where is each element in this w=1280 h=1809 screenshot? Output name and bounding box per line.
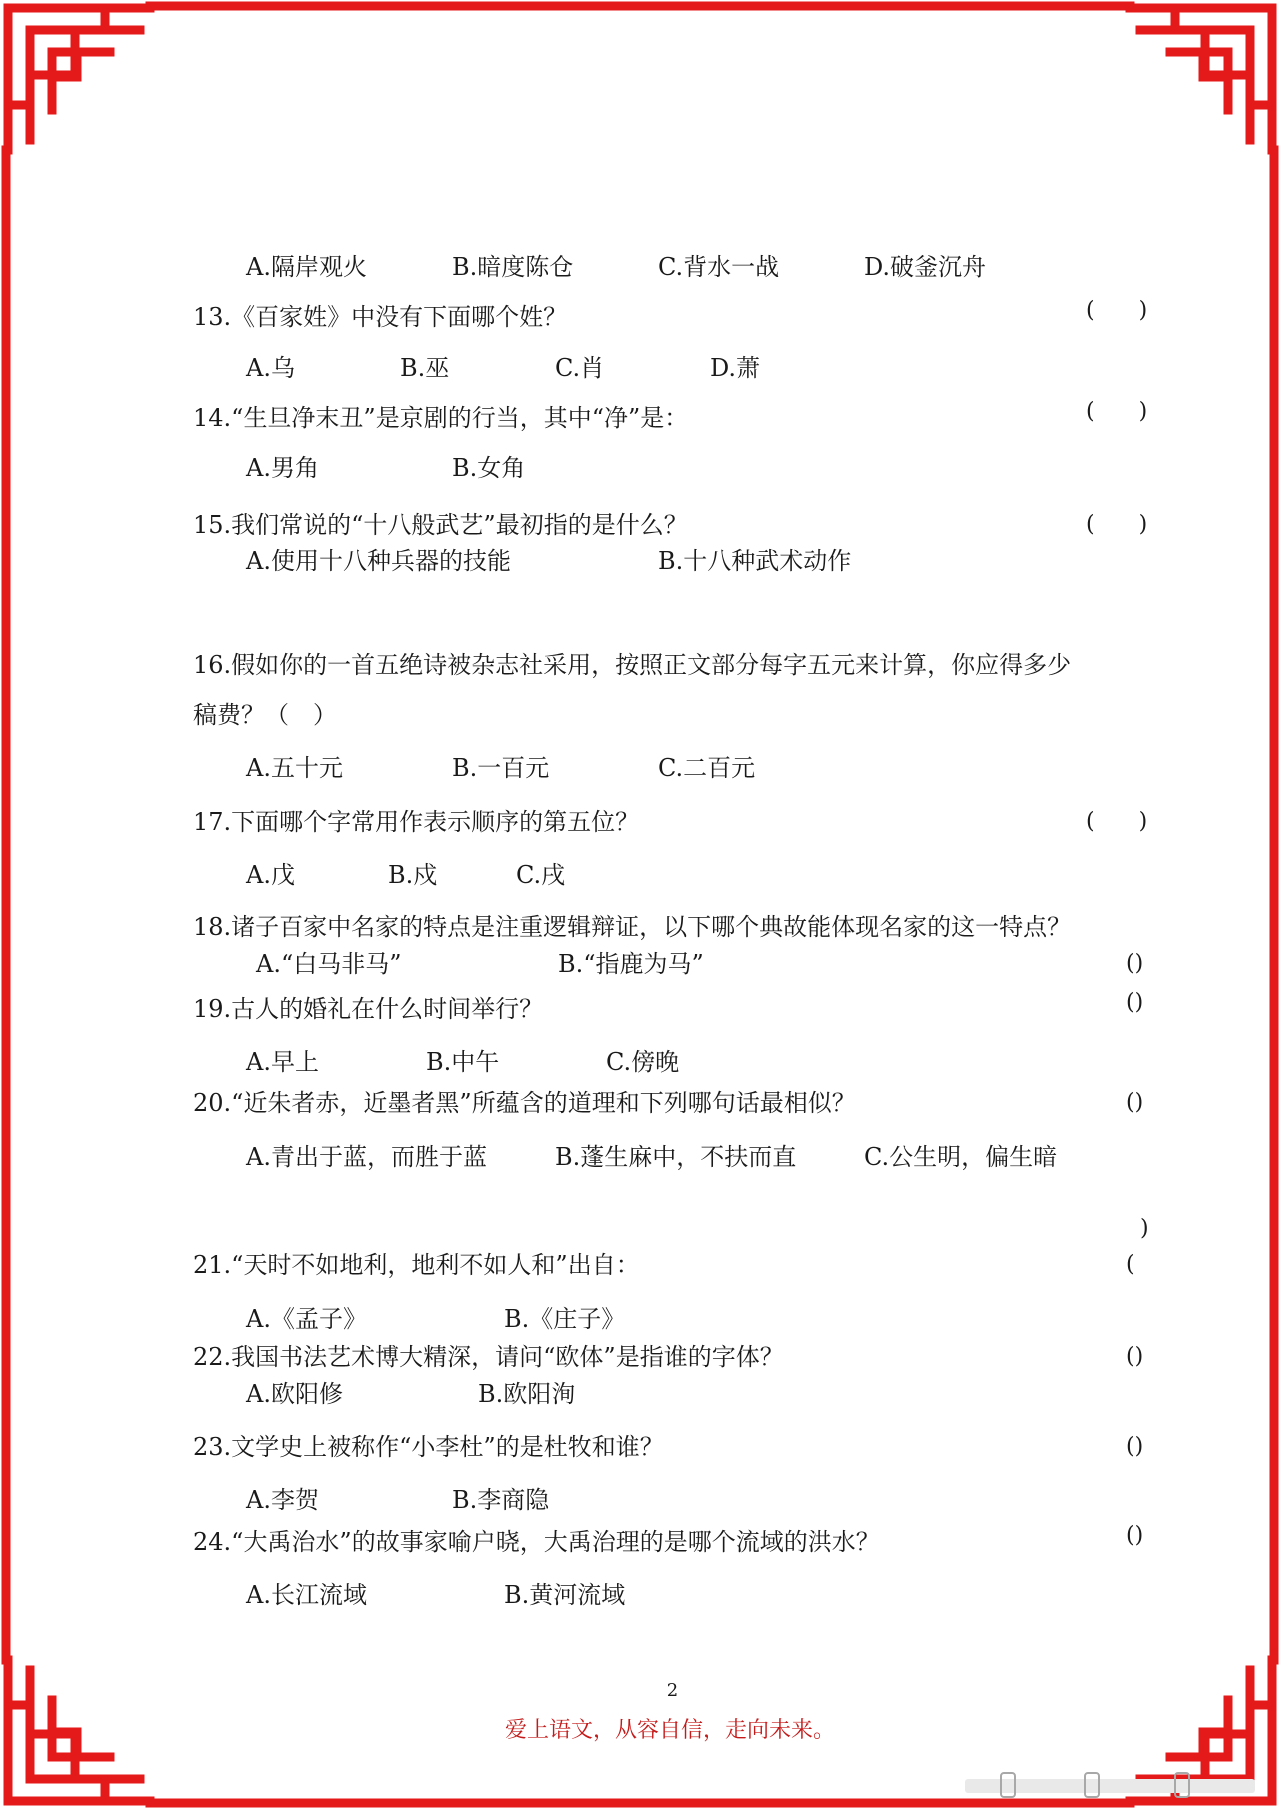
q24-option-b: B.黄河流域 — [504, 1581, 626, 1609]
q23-option-a: A.李贺 — [246, 1486, 319, 1514]
q21-text: 21.“天时不如地利，地利不如人和”出自： — [193, 1251, 640, 1279]
footer-slogan: 爱上语文，从容自信，走向未来。 — [504, 1718, 835, 1743]
q21-option-b: B.《庄子》 — [504, 1305, 626, 1333]
q18-option-a: A.“白马非马” — [256, 950, 402, 978]
q20-option-c: C.公生明，偏生暗 — [864, 1143, 1058, 1171]
q22-option-b: B.欧阳洵 — [478, 1380, 576, 1408]
q12-option-c: C.背水一战 — [658, 253, 780, 281]
q13-option-b: B.巫 — [400, 354, 450, 382]
viewer-watermark-bar — [965, 1771, 1255, 1801]
q14-option-a: A.男角 — [246, 454, 319, 482]
q18-answer-blank: () — [1126, 951, 1144, 976]
q12-option-a: A.隔岸观火 — [246, 253, 367, 281]
q15-answer-blank: ( ) — [1086, 512, 1148, 537]
q23-answer-blank: () — [1126, 1434, 1144, 1459]
q13-option-c: C.肖 — [555, 354, 605, 382]
q20-text: 20.“近朱者赤，近墨者黑”所蕴含的道理和下列哪句话最相似？ — [193, 1089, 856, 1117]
page-number: 2 — [666, 1680, 679, 1701]
q22-text: 22.我国书法艺术博大精深，请问“欧体”是指谁的字体？ — [193, 1343, 784, 1371]
q21-paren-open: ( — [1126, 1252, 1135, 1277]
q21-paren-close: ) — [1140, 1216, 1149, 1241]
q24-text: 24.“大禹治水”的故事家喻户晓，大禹治理的是哪个流域的洪水？ — [193, 1528, 880, 1556]
q17-option-c: C.戌 — [516, 861, 566, 889]
q19-answer-blank: () — [1126, 990, 1144, 1015]
q12-option-d: D.破釜沉舟 — [864, 253, 987, 281]
q19-option-c: C.傍晚 — [606, 1048, 680, 1076]
q22-option-a: A.欧阳修 — [246, 1380, 343, 1408]
q16-option-b: B.一百元 — [452, 754, 550, 782]
q12-option-b: B.暗度陈仓 — [452, 253, 574, 281]
q17-text: 17.下面哪个字常用作表示顺序的第五位？ — [193, 808, 640, 836]
q14-answer-blank: ( ) — [1086, 399, 1148, 424]
q13-option-d: D.萧 — [710, 354, 761, 382]
q13-text: 13.《百家姓》中没有下面哪个姓？ — [193, 303, 568, 331]
q18-option-b: B.“指鹿为马” — [558, 950, 704, 978]
q23-text: 23.文学史上被称作“小李杜”的是杜牧和谁？ — [193, 1433, 664, 1461]
q16-option-c: C.二百元 — [658, 754, 756, 782]
q24-option-a: A.长江流域 — [246, 1581, 367, 1609]
q17-answer-blank: ( ) — [1086, 809, 1148, 834]
q18-text: 18.诸子百家中名家的特点是注重逻辑辩证，以下哪个典故能体现名家的这一特点？ — [193, 913, 1072, 941]
q24-answer-blank: () — [1126, 1523, 1144, 1548]
q23-option-b: B.李商隐 — [452, 1486, 550, 1514]
q19-option-a: A.早上 — [246, 1048, 319, 1076]
q20-option-b: B.蓬生麻中，不扶而直 — [555, 1143, 797, 1171]
q17-option-b: B.戍 — [388, 861, 438, 889]
q16-text-line2: 稿费？（ ） — [193, 701, 337, 729]
q22-answer-blank: () — [1126, 1344, 1144, 1369]
q14-text: 14.“生旦净末丑”是京剧的行当，其中“净”是： — [193, 404, 689, 432]
q20-answer-blank: () — [1126, 1090, 1144, 1115]
q17-option-a: A.戊 — [246, 861, 295, 889]
q20-option-a: A.青出于蓝，而胜于蓝 — [246, 1143, 487, 1171]
q13-option-a: A.乌 — [246, 354, 295, 382]
q16-option-a: A.五十元 — [246, 754, 343, 782]
q21-option-a: A.《孟子》 — [246, 1305, 367, 1333]
q16-text-line1: 16.假如你的一首五绝诗被杂志社采用，按照正文部分每字五元来计算，你应得多少 — [193, 651, 1072, 679]
q19-option-b: B.中午 — [426, 1048, 500, 1076]
q15-option-a: A.使用十八种兵器的技能 — [246, 547, 511, 575]
q14-option-b: B.女角 — [452, 454, 526, 482]
q15-text: 15.我们常说的“十八般武艺”最初指的是什么？ — [193, 511, 688, 539]
q19-text: 19.古人的婚礼在什么时间举行？ — [193, 995, 544, 1023]
q15-option-b: B.十八种武术动作 — [658, 547, 852, 575]
q13-answer-blank: ( ) — [1086, 298, 1148, 323]
